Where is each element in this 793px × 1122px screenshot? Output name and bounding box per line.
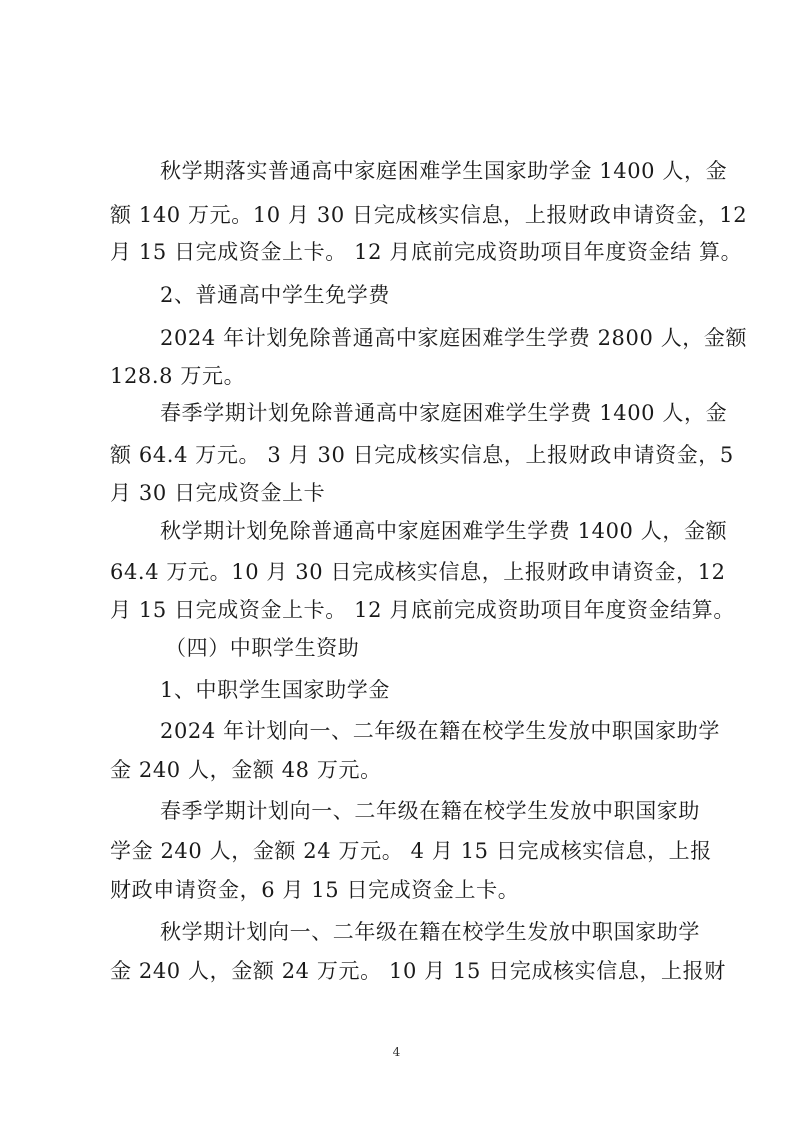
paragraph-line: 秋学期计划免除普通高中家庭困难学生学费 1400 人，金额	[160, 519, 728, 543]
paragraph-line: 秋学期计划向一、二年级在籍在校学生发放中职国家助学	[160, 920, 700, 944]
paragraph-line: 春季学期计划向一、二年级在籍在校学生发放中职国家助	[160, 799, 700, 823]
page-number: 4	[392, 1045, 401, 1059]
paragraph-line: 秋学期落实普通高中家庭困难学生国家助学金 1400 人，金	[160, 159, 728, 183]
paragraph-line: 月 15 日完成资金上卡。 12 月底前完成资助项目年度资金结算。	[110, 598, 735, 622]
paragraph-line: 额 140 万元。10 月 30 日完成核实信息，上报财政申请资金，12	[110, 203, 748, 227]
paragraph-line: 月 15 日完成资金上卡。 12 月底前完成资助项目年度资金结 算。	[110, 240, 743, 264]
paragraph-line: 2024 年计划免除普通高中家庭困难学生学费 2800 人，金额	[160, 326, 748, 350]
paragraph-line: 金 240 人，金额 24 万元。 10 月 15 日完成核实信息，上报财	[110, 959, 726, 983]
paragraph-line: 学金 240 人，金额 24 万元。 4 月 15 日完成核实信息，上报	[110, 839, 712, 863]
paragraph-line: 月 30 日完成资金上卡	[110, 481, 326, 505]
paragraph-line: 金 240 人，金额 48 万元。	[110, 758, 382, 782]
paragraph-line: 额 64.4 万元。 3 月 30 日完成核实信息，上报财政申请资金，5	[110, 443, 734, 467]
paragraph-line: 64.4 万元。10 月 30 日完成核实信息，上报财政申请资金，12	[110, 560, 726, 584]
section-heading: 2、普通高中学生免学费	[160, 283, 390, 307]
paragraph-line: 128.8 万元。	[110, 364, 246, 388]
paragraph-line: 财政申请资金，6 月 15 日完成资金上卡。	[110, 878, 520, 902]
paragraph-line: 春季学期计划免除普通高中家庭困难学生学费 1400 人，金	[160, 401, 728, 425]
paragraph-line: 2024 年计划向一、二年级在籍在校学生发放中职国家助学	[160, 719, 720, 743]
section-heading: 1、中职学生国家助学金	[160, 678, 390, 702]
section-heading: （四）中职学生资助	[165, 636, 360, 660]
